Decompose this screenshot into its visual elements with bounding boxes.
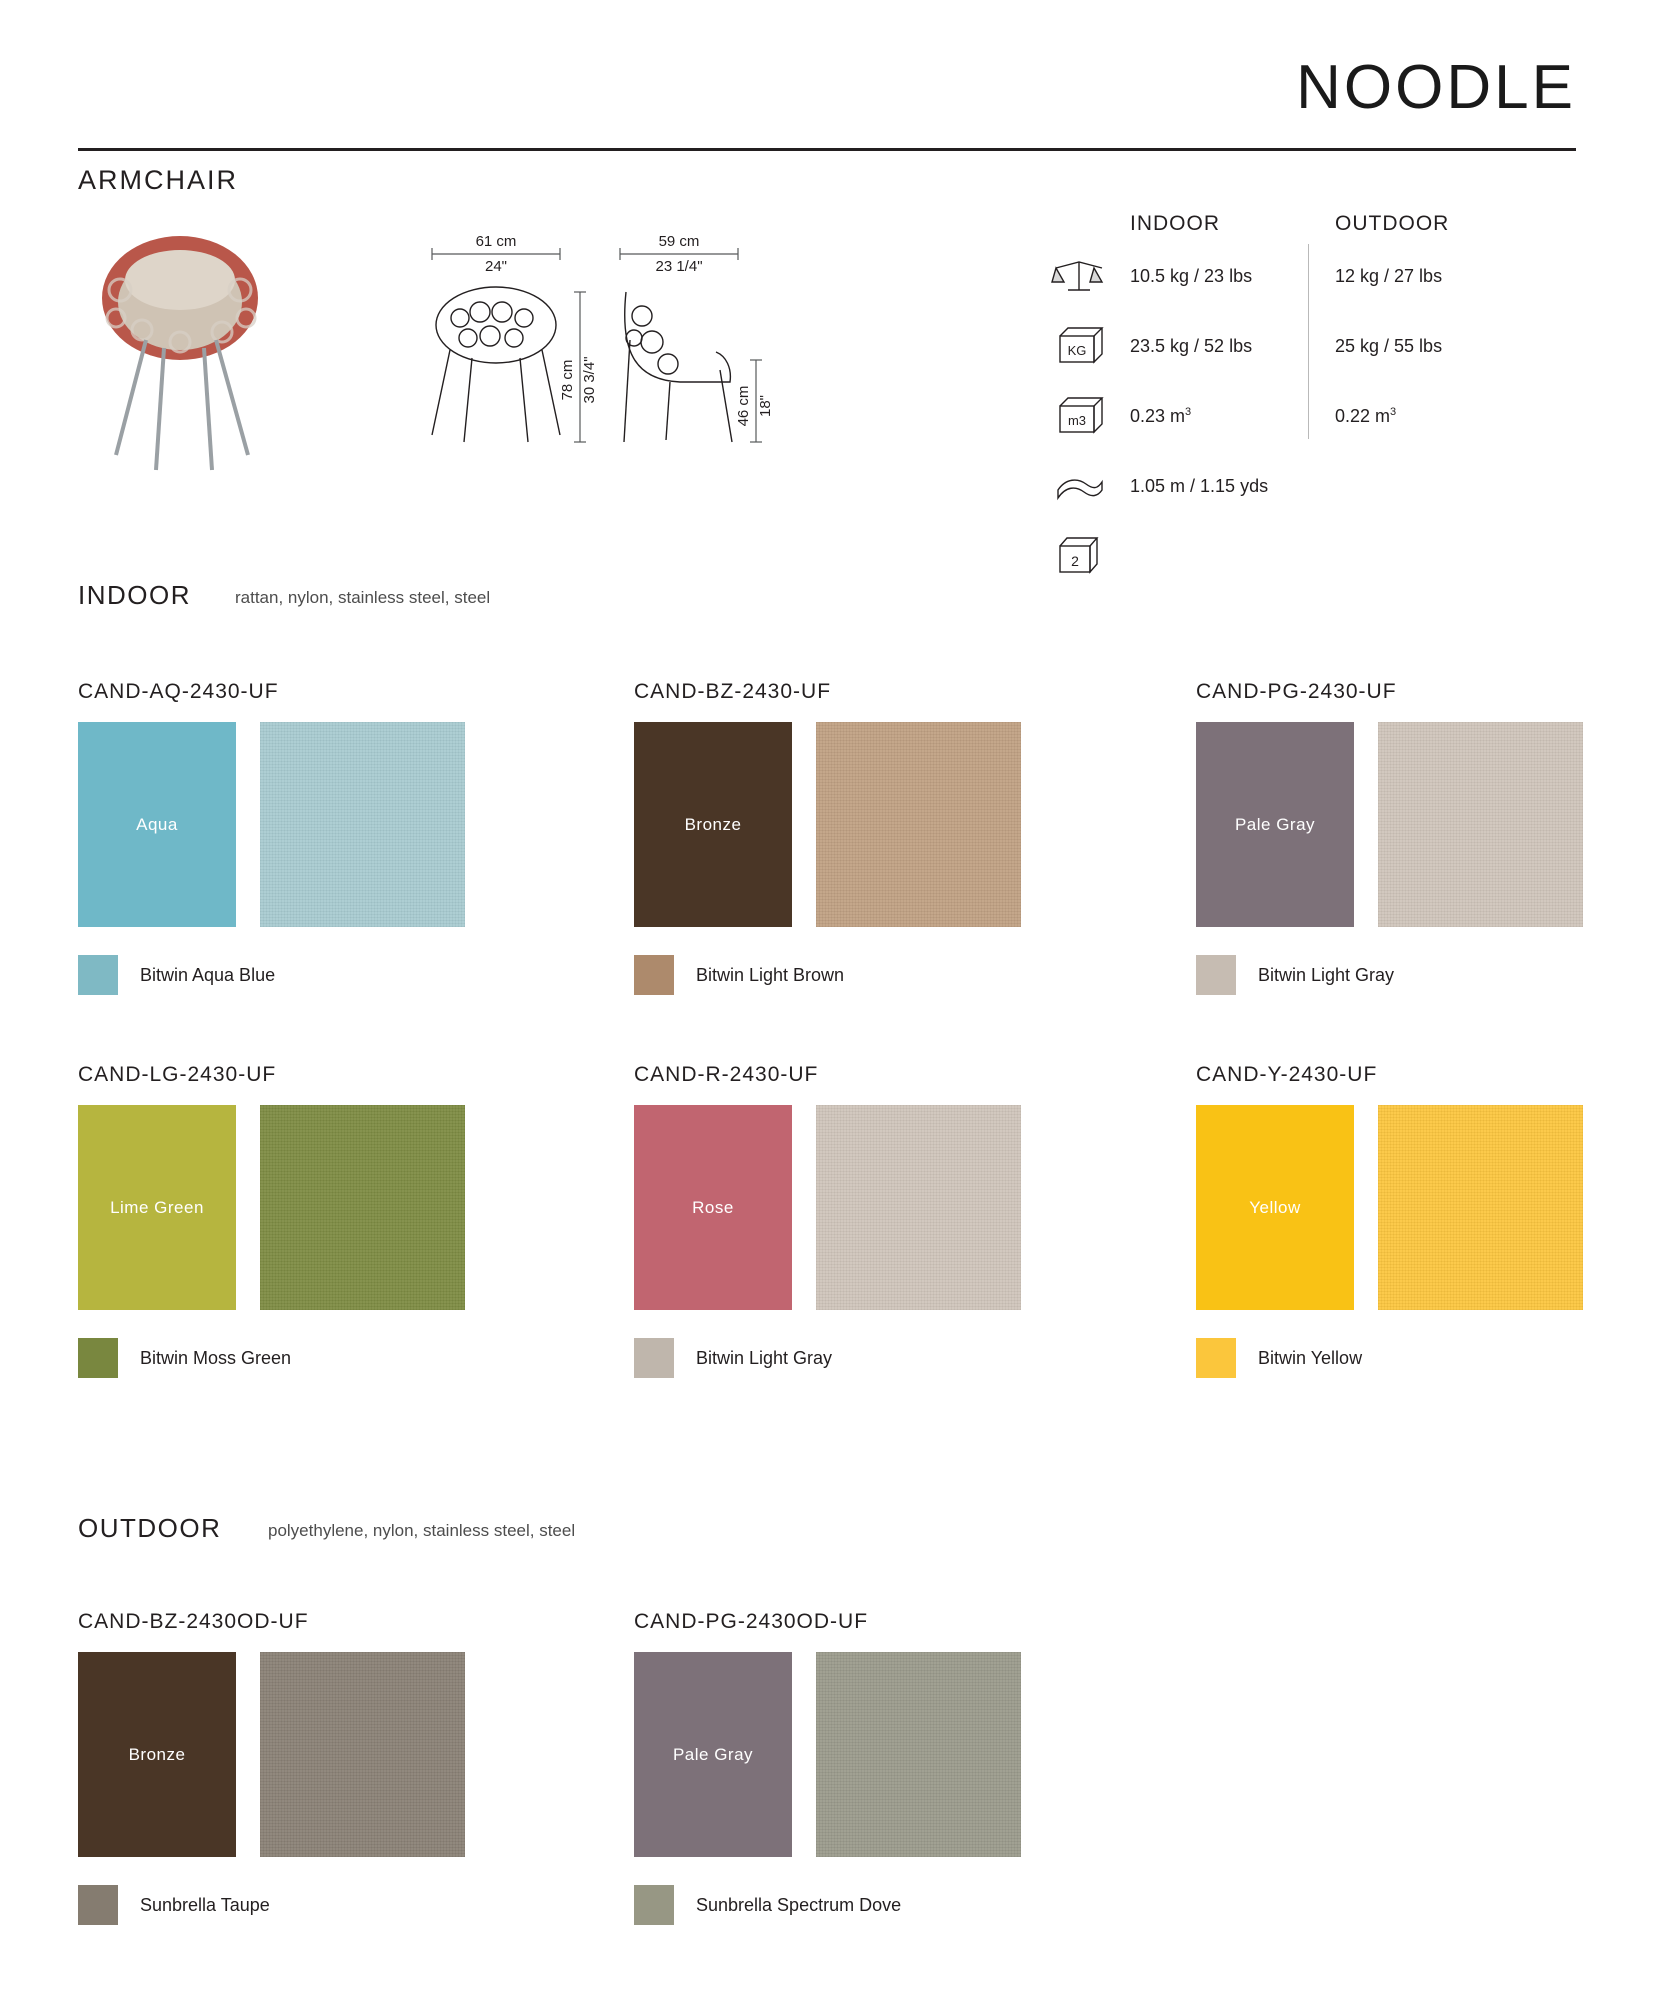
svg-text:2: 2 <box>1071 553 1079 569</box>
solid-swatch-label: Bronze <box>684 814 742 834</box>
volume-icon <box>1050 394 1108 440</box>
legend-label: Bitwin Light Gray <box>696 1347 833 1368</box>
legend-label: Bitwin Light Gray <box>1258 964 1395 985</box>
legend-label: Bitwin Yellow <box>1258 1347 1363 1368</box>
fabric-legend <box>78 1338 548 1378</box>
swatch-pair <box>1196 722 1654 927</box>
solid-swatch[interactable] <box>1196 722 1354 927</box>
indoor-section-materials: rattan, nylon, stainless steel, steel <box>235 588 491 607</box>
swatch-group <box>634 1610 1104 1925</box>
swatch-group <box>634 680 1104 995</box>
svg-text:46 cm: 46 cm <box>735 385 752 427</box>
svg-text:23 1/4": 23 1/4" <box>655 258 703 275</box>
solid-swatch[interactable] <box>1196 1105 1354 1310</box>
product-photo <box>80 220 285 485</box>
swatch-pair <box>78 1652 548 1857</box>
swatch-group <box>1196 1063 1654 1378</box>
legend-chip <box>78 955 118 995</box>
spec-indoor-value <box>1130 406 1191 427</box>
boxed-weight-icon <box>1050 324 1108 370</box>
fabric-swatch[interactable] <box>816 1105 1021 1310</box>
spec-row-boxed-weight <box>1050 324 1590 378</box>
product-code: CAND-BZ-2430-UF <box>634 680 832 703</box>
fabric-yardage-icon <box>1050 464 1108 510</box>
legend-label: Bitwin Aqua Blue <box>140 964 276 985</box>
legend-chip <box>634 955 674 995</box>
swatch-pair <box>634 1652 1104 1857</box>
legend-chip <box>1196 1338 1236 1378</box>
product-code: CAND-PG-2430OD-UF <box>634 1610 869 1633</box>
solid-swatch-label: Yellow <box>1249 1197 1301 1217</box>
svg-text:KG: KG <box>1067 343 1087 358</box>
fabric-legend <box>634 1338 1104 1378</box>
fabric-swatch[interactable] <box>260 1105 465 1310</box>
spec-indoor-text: 0.23 $m^3$ <box>1130 406 1192 426</box>
product-code: CAND-AQ-2430-UF <box>78 680 279 703</box>
svg-text:30 3/4": 30 3/4" <box>581 356 598 404</box>
legend-chip <box>78 1885 118 1925</box>
fabric-swatch[interactable] <box>816 722 1021 927</box>
product-code: CAND-BZ-2430OD-UF <box>78 1610 309 1633</box>
legend-chip <box>78 1338 118 1378</box>
solid-swatch[interactable] <box>634 1652 792 1857</box>
svg-text:18": 18" <box>757 394 774 418</box>
spec-outdoor-value: 12 kg / 27 lbs <box>1335 266 1443 286</box>
svg-text:78 cm: 78 cm <box>559 359 576 401</box>
fabric-swatch[interactable] <box>816 1652 1021 1857</box>
swatch-pair <box>78 722 548 927</box>
spec-indoor-value: 10.5 kg / 23 lbs <box>1130 266 1253 286</box>
scale-icon <box>1050 254 1108 300</box>
legend-chip <box>634 1338 674 1378</box>
dimension-drawings <box>420 230 880 500</box>
svg-text:61 cm: 61 cm <box>475 233 517 250</box>
spec-col-indoor: INDOOR <box>1130 212 1220 235</box>
spec-row-yardage <box>1050 464 1590 518</box>
swatch-group <box>78 1610 548 1925</box>
fabric-legend <box>1196 1338 1654 1378</box>
fabric-swatch[interactable] <box>260 1652 465 1857</box>
solid-swatch[interactable] <box>78 1105 236 1310</box>
spec-outdoor-text: 0.22 $m^3$ <box>1335 406 1397 426</box>
swatch-group <box>78 680 548 995</box>
swatch-pair <box>634 1105 1104 1310</box>
solid-swatch[interactable] <box>634 1105 792 1310</box>
svg-text:24": 24" <box>484 258 508 275</box>
product-code: CAND-Y-2430-UF <box>1196 1063 1378 1086</box>
legend-label: Bitwin Light Brown <box>696 964 845 985</box>
legend-chip <box>634 1885 674 1925</box>
outdoor-section-materials: polyethylene, nylon, stainless steel, steel <box>268 1521 576 1540</box>
fabric-swatch[interactable] <box>260 722 465 927</box>
solid-swatch-label: Pale Gray <box>1234 814 1316 834</box>
spec-indoor-value: 23.5 kg / 52 lbs <box>1130 336 1253 356</box>
spec-indoor-value: 1.05 m / 1.15 yds <box>1130 476 1269 496</box>
svg-text:59 cm: 59 cm <box>658 233 700 250</box>
brand-title: NOODLE <box>1296 53 1576 122</box>
solid-swatch-label: Bronze <box>128 1744 186 1764</box>
spec-row-net-weight <box>1050 254 1590 308</box>
indoor-section-heading: INDOOR <box>78 580 191 610</box>
swatch-pair <box>1196 1105 1654 1310</box>
solid-swatch-label: Aqua <box>136 814 178 834</box>
outdoor-section-heading: OUTDOOR <box>78 1513 222 1543</box>
solid-swatch-label: Pale Gray <box>672 1744 754 1764</box>
fabric-legend <box>634 955 1104 995</box>
solid-swatch[interactable] <box>78 722 236 927</box>
swatch-pair <box>78 1105 548 1310</box>
carton-quantity-icon <box>1050 534 1108 580</box>
solid-swatch[interactable] <box>634 722 792 927</box>
fabric-legend <box>78 1885 548 1925</box>
product-code: CAND-R-2430-UF <box>634 1063 819 1086</box>
fabric-swatch[interactable] <box>1378 722 1583 927</box>
product-code: CAND-LG-2430-UF <box>78 1063 277 1086</box>
solid-swatch-label: Rose <box>692 1197 734 1217</box>
spec-col-outdoor: OUTDOOR <box>1335 212 1450 235</box>
swatch-group <box>78 1063 548 1378</box>
swatch-pair <box>634 722 1104 927</box>
solid-swatch[interactable] <box>78 1652 236 1857</box>
product-code: CAND-PG-2430-UF <box>1196 680 1397 703</box>
spec-row-volume <box>1050 394 1590 448</box>
svg-text:m3: m3 <box>1067 413 1087 428</box>
swatch-group <box>634 1063 1104 1378</box>
legend-label: Bitwin Moss Green <box>140 1347 292 1368</box>
page-title: ARMCHAIR <box>78 165 239 195</box>
spec-outdoor-value <box>1335 406 1396 427</box>
legend-label: Sunbrella Spectrum Dove <box>696 1894 902 1915</box>
fabric-swatch[interactable] <box>1378 1105 1583 1310</box>
spec-outdoor-value: 25 kg / 55 lbs <box>1335 336 1443 356</box>
swatch-group <box>1196 680 1654 995</box>
fabric-legend <box>634 1885 1104 1925</box>
fabric-legend <box>1196 955 1654 995</box>
legend-label: Sunbrella Taupe <box>140 1894 270 1915</box>
fabric-legend <box>78 955 548 995</box>
header-divider <box>78 148 1576 151</box>
solid-swatch-label: Lime Green <box>110 1197 204 1217</box>
spec-row-carton-quantity <box>1050 534 1590 588</box>
legend-chip <box>1196 955 1236 995</box>
